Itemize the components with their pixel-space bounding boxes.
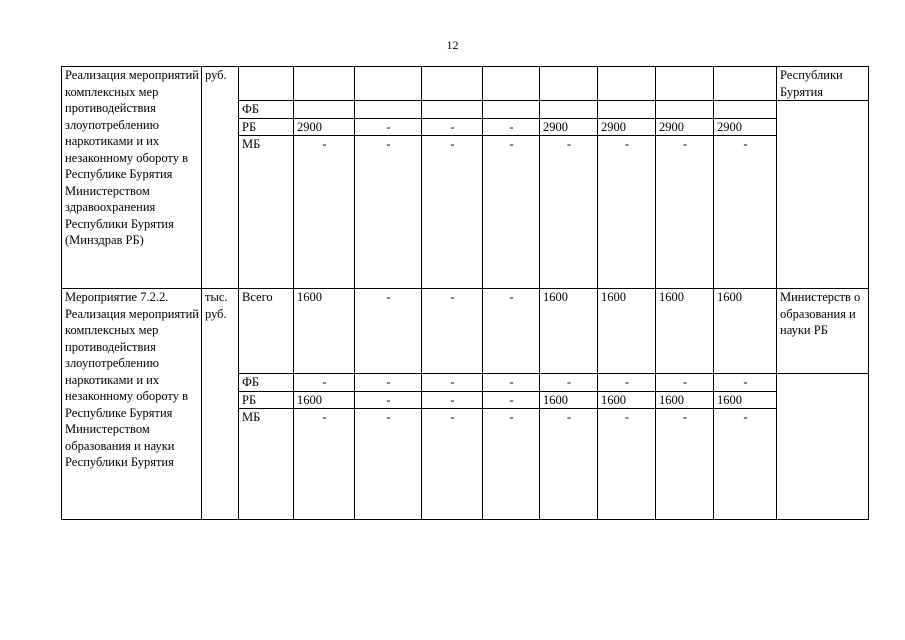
value-cell <box>540 101 598 119</box>
value-cell: 1600 <box>294 391 355 409</box>
value-cell: 2900 <box>598 118 656 136</box>
value-cell: - <box>483 289 540 374</box>
value-cell: - <box>714 374 777 392</box>
value-cell: - <box>355 391 422 409</box>
page-number: 12 <box>446 38 459 52</box>
activity-description: Мероприятие 7.2.2. Реализация мероприятий комплексных мер противодействия злоупотреблению наркотиками и их незаконному обороту в Республике Бурятия Министерством образования и науки Республики Бурятия <box>62 289 202 520</box>
value-cell <box>540 67 598 101</box>
unit-cell: тыс. руб. <box>202 289 239 520</box>
value-cell: - <box>540 409 598 520</box>
responsible-cell-empty <box>777 101 869 289</box>
value-cell: - <box>355 118 422 136</box>
value-cell: - <box>422 136 483 289</box>
value-cell: - <box>422 118 483 136</box>
value-cell: - <box>422 374 483 392</box>
value-cell: 1600 <box>656 391 714 409</box>
responsible-cell: Республики Бурятия <box>777 67 869 101</box>
value-cell: - <box>656 374 714 392</box>
funding-source-cell: РБ <box>239 391 294 409</box>
value-cell <box>714 101 777 119</box>
value-cell: 1600 <box>656 289 714 374</box>
value-cell <box>714 67 777 101</box>
value-cell: 1600 <box>598 289 656 374</box>
value-cell <box>656 67 714 101</box>
value-cell <box>355 67 422 101</box>
activity-description: Реализация мероприятий комплексных мер противодействия злоупотреблению наркотиками и их незаконному обороту в Республике Бурятия Министерством здравоохранения Республики Бурятия (Минздрав РБ) <box>62 67 202 289</box>
value-cell: - <box>294 136 355 289</box>
value-cell <box>294 67 355 101</box>
funding-source-cell <box>239 67 294 101</box>
value-cell: - <box>540 374 598 392</box>
value-cell: 1600 <box>540 391 598 409</box>
table-body <box>62 67 869 520</box>
table-row <box>62 67 869 101</box>
value-cell: - <box>598 374 656 392</box>
funding-source-cell: МБ <box>239 409 294 520</box>
funding-source-cell: МБ <box>239 136 294 289</box>
value-cell: - <box>598 409 656 520</box>
value-cell: - <box>355 136 422 289</box>
unit-cell: руб. <box>202 67 239 289</box>
value-cell: - <box>656 136 714 289</box>
value-cell <box>294 101 355 119</box>
funding-table <box>61 66 869 520</box>
value-cell <box>598 67 656 101</box>
value-cell: 1600 <box>294 289 355 374</box>
value-cell: 1600 <box>598 391 656 409</box>
value-cell: - <box>422 409 483 520</box>
value-cell: 2900 <box>294 118 355 136</box>
value-cell: - <box>483 136 540 289</box>
value-cell: - <box>598 136 656 289</box>
value-cell: - <box>422 391 483 409</box>
responsible-cell: Министерств о образования и науки РБ <box>777 289 869 374</box>
value-cell: - <box>483 391 540 409</box>
value-cell: - <box>355 409 422 520</box>
value-cell: - <box>355 289 422 374</box>
value-cell <box>422 101 483 119</box>
value-cell <box>483 101 540 119</box>
responsible-cell-empty <box>777 374 869 520</box>
value-cell: - <box>540 136 598 289</box>
value-cell: 1600 <box>540 289 598 374</box>
value-cell: - <box>294 409 355 520</box>
value-cell: - <box>483 118 540 136</box>
table-row <box>62 289 869 374</box>
value-cell: - <box>483 374 540 392</box>
value-cell <box>355 101 422 119</box>
funding-source-cell: Всего <box>239 289 294 374</box>
funding-source-cell: РБ <box>239 118 294 136</box>
value-cell: 2900 <box>714 118 777 136</box>
value-cell: 2900 <box>656 118 714 136</box>
value-cell: - <box>483 409 540 520</box>
value-cell: - <box>714 136 777 289</box>
value-cell: - <box>355 374 422 392</box>
value-cell <box>483 67 540 101</box>
value-cell <box>598 101 656 119</box>
funding-source-cell: ФБ <box>239 374 294 392</box>
value-cell <box>422 67 483 101</box>
value-cell: - <box>656 409 714 520</box>
value-cell <box>656 101 714 119</box>
funding-source-cell: ФБ <box>239 101 294 119</box>
value-cell: - <box>294 374 355 392</box>
value-cell: - <box>714 409 777 520</box>
value-cell: 1600 <box>714 289 777 374</box>
value-cell: 2900 <box>540 118 598 136</box>
value-cell: - <box>422 289 483 374</box>
value-cell: 1600 <box>714 391 777 409</box>
